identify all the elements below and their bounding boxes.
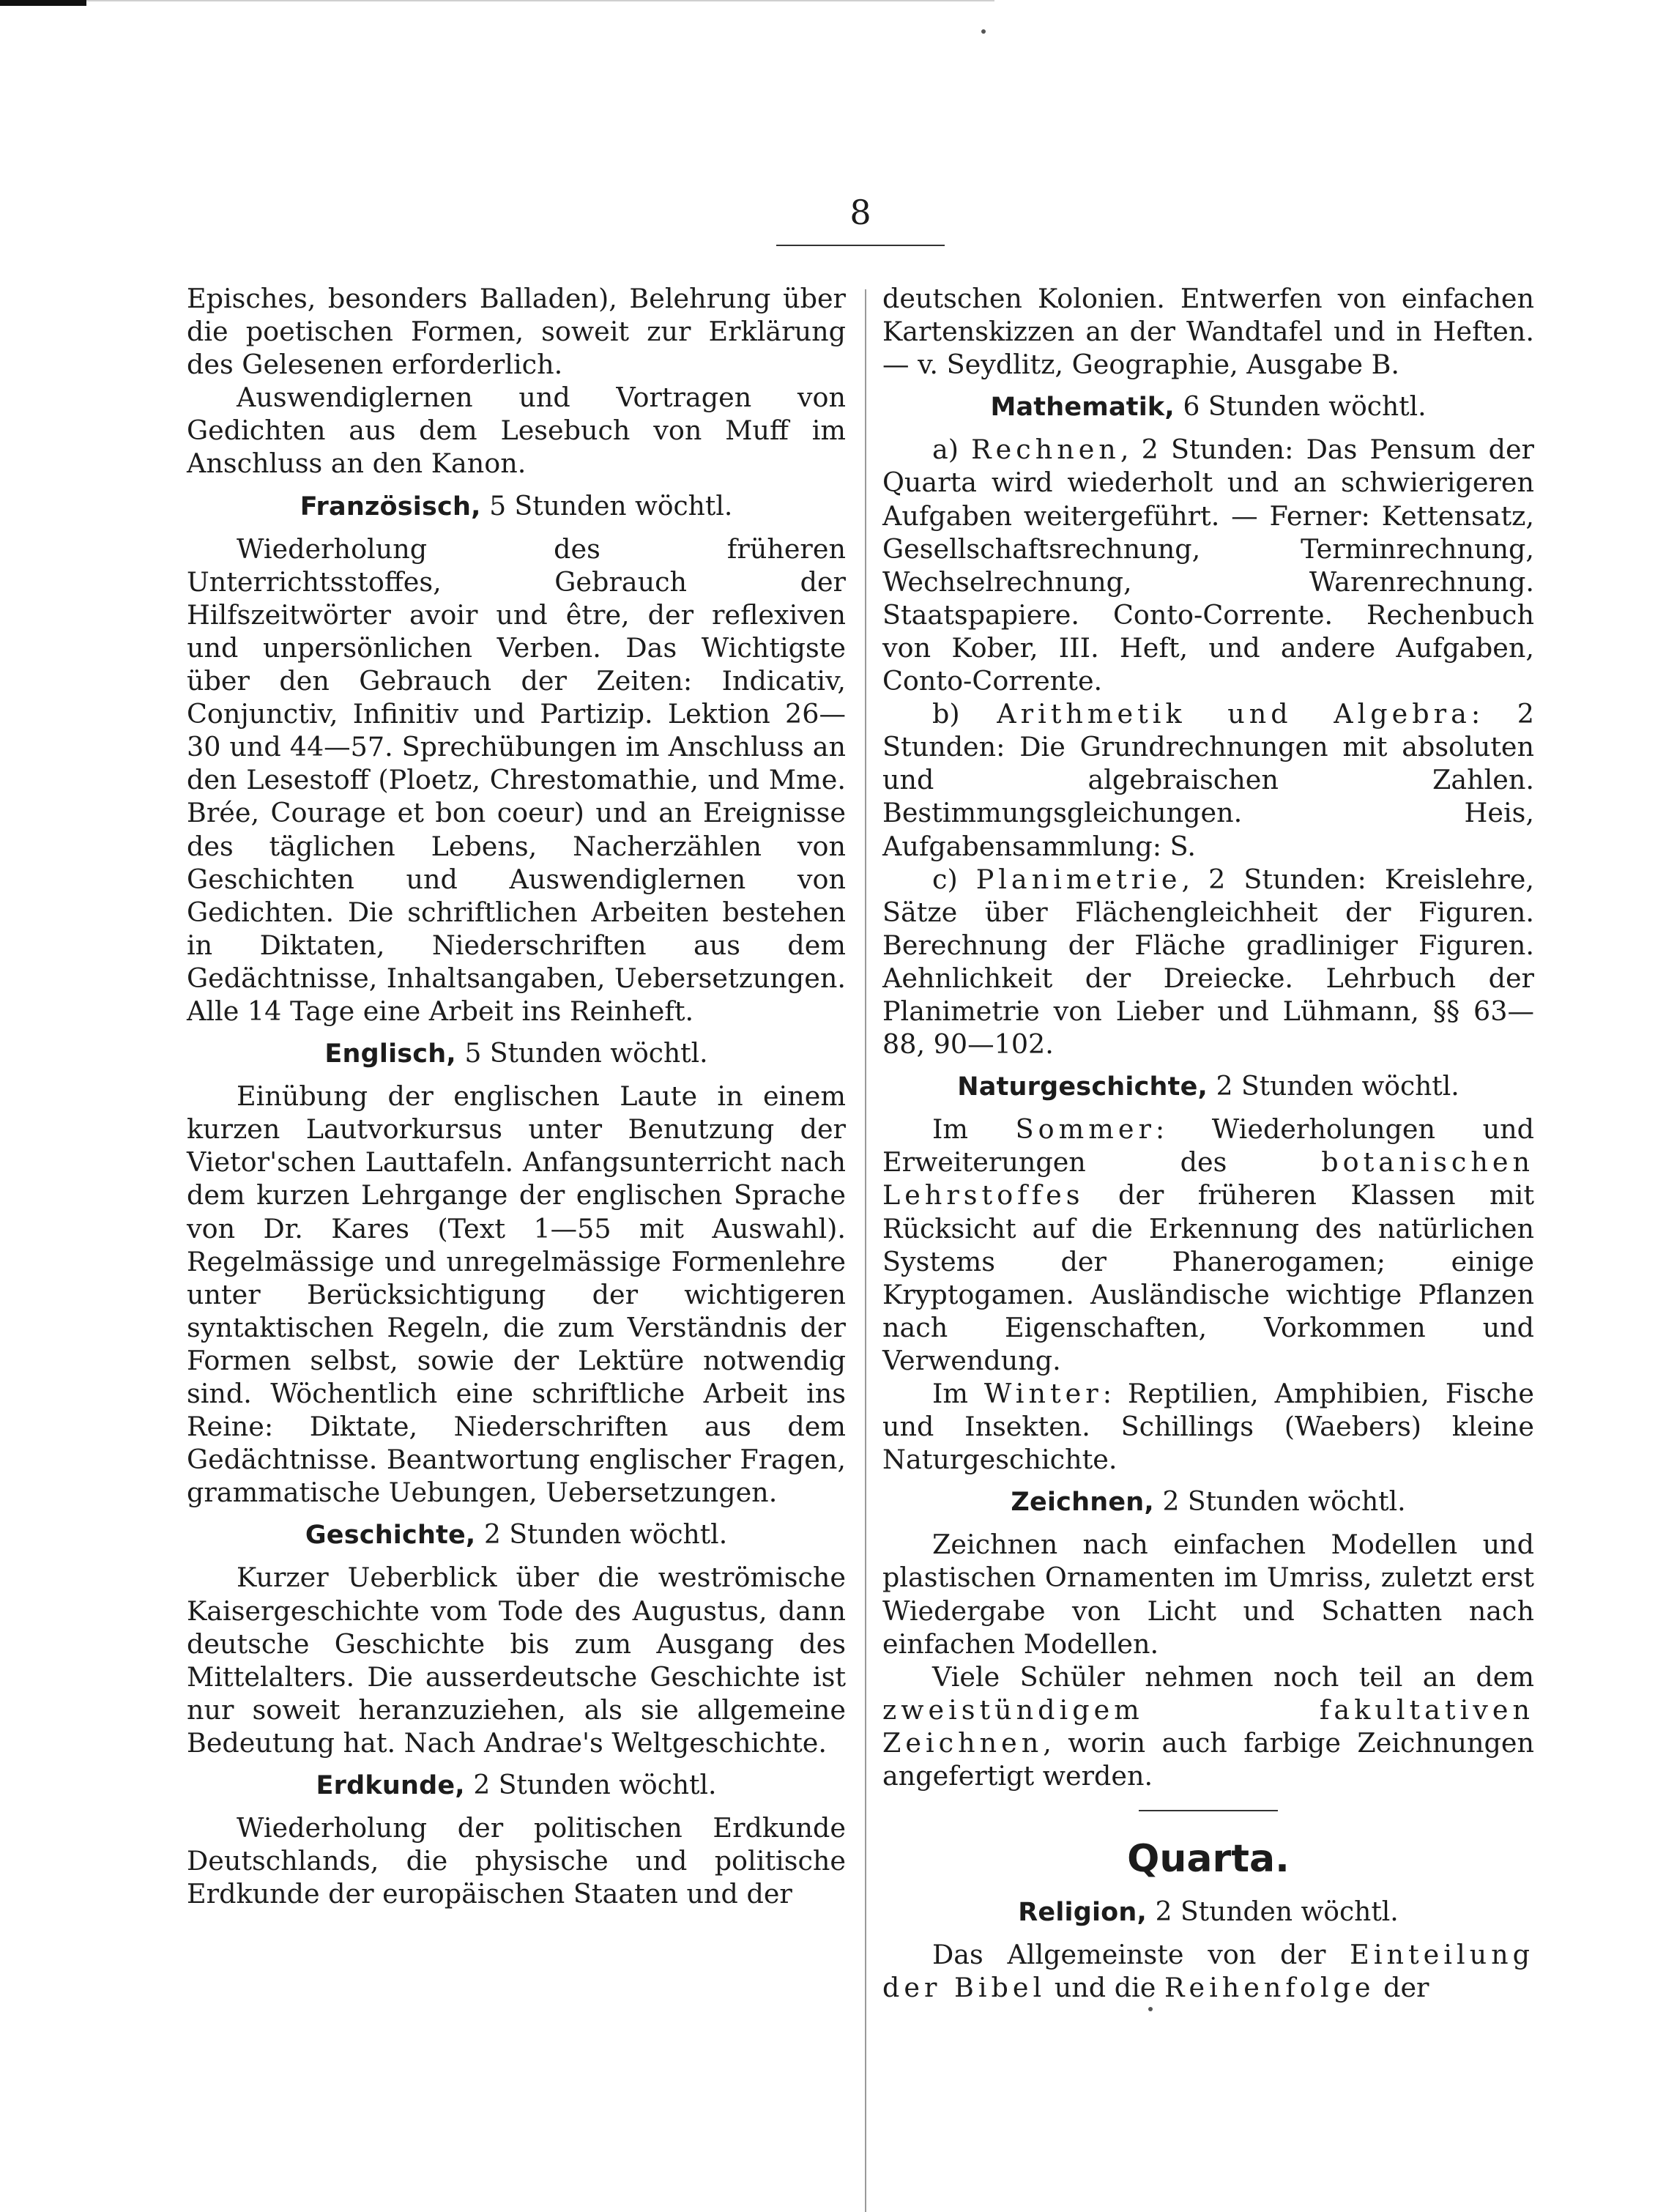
text-run: Einübung der englischen Laute in einem kurzen Lautvorkursus unter Benutzung der Vietor'schen Lauttafeln. Anfangsunterricht nach dem kurzen Lehrgange der englischen Sprache von Dr. Kares (Text 1—55 mit Auswahl). Regelmässige und unregelmässige Formenlehre unter Berücksichtigung der wichtigeren syntaktischen Regeln, die zum Verständnis der Formen selbst, sowie der Lektüre notwendig sind. Wöchentlich eine schriftliche Arbeit ins Reine: Diktate, Niederschriften aus dem Gedächtnisse. Beantwortung englischer Fragen, grammatische Uebungen, Uebersetzungen.	[187, 1080, 846, 1509]
column-divider	[865, 289, 866, 2212]
subject-title: Religion,	[1018, 1898, 1148, 1928]
subject-heading	[187, 1518, 846, 1552]
spaced-emphasis: Winter	[983, 1378, 1103, 1409]
paragraph	[187, 1080, 846, 1509]
paragraph	[187, 381, 846, 480]
subject-title: Mathematik,	[990, 393, 1175, 423]
subject-title: Zeichnen,	[1011, 1488, 1154, 1518]
subject-heading	[882, 390, 1534, 424]
subject-heading	[187, 1036, 846, 1071]
subject-title: Englisch,	[324, 1039, 456, 1069]
text-run: Im	[932, 1378, 984, 1409]
text-run: : Wiederholungen und Erweiterungen des	[882, 1113, 1534, 1179]
subject-hours: 5 Stunden wöchtl.	[489, 491, 733, 522]
text-run: Kurzer Ueberblick über die weströmische Kaisergeschichte vom Tode des Augustus, dann deutsche Geschichte bis zum Ausgang des Mittelalters. Die ausserdeutsche Geschichte ist nur soweit heranzuziehen, als sie allgemeine Bedeutung hat. Nach Andrae's Weltgeschichte.	[187, 1562, 846, 1759]
paragraph	[882, 1660, 1534, 1792]
subject-heading	[187, 489, 846, 524]
speck	[981, 29, 986, 34]
text-run: deutschen Kolonien. Entwerfen von einfachen Kartenskizzen an der Wandtafel und in Heften. — v. Seydlitz, Geographie, Ausgabe B.	[882, 283, 1534, 381]
text-run: a)	[932, 434, 972, 466]
text-run: , worin auch farbige Zeichnungen angefertigt werden.	[882, 1726, 1534, 1792]
text-run: b)	[932, 698, 997, 730]
scan-edge-mark	[0, 0, 86, 6]
left-column	[187, 282, 846, 1910]
paragraph	[882, 282, 1534, 381]
text-run: Wiederholung des früheren Unterrichtsstoffes, Gebrauch der Hilfszeitwörter avoir und être, der reflexiven und unpersönlichen Verben. Das Wichtigste über den Gebrauch der Zeiten: Indicativ, Conjunctiv, Infinitiv und Partizip. Lektion 26—30 und 44—57. Sprechübungen im Anschluss an den Lesestoff (Ploetz, Chrestomathie, und Mme. Brée, Courage et bon coeur) und an Ereignisse des täglichen Lebens, Nacherzählen von Geschichten und Auswendiglernen von Gedichten. Die schriftlichen Arbeiten bestehen in Diktaten, Niederschriften aus dem Gedächtnisse, Inhaltsangaben, Uebersetzungen. Alle 14 Tage eine Arbeit ins Reinheft.	[187, 532, 846, 1027]
speck	[1148, 2007, 1153, 2011]
text-run: c)	[932, 863, 976, 895]
subject-hours: 6 Stunden wöchtl.	[1183, 392, 1427, 423]
spaced-emphasis: Arithmetik und Algebra	[997, 698, 1471, 730]
subject-title: Französisch,	[300, 491, 481, 522]
text-run: : Reptilien, Amphibien, Fische und Insekten. Schillings (Waebers) kleine Naturgeschichte.	[882, 1378, 1534, 1476]
text-run: Wiederholung der politischen Erdkunde Deutschlands, die physische und politische Erdkunde der europäischen Staaten und der	[187, 1812, 846, 1910]
text-run: Episches, besonders Balladen), Belehrung über die poetischen Formen, soweit zur Erklärung des Gelesenen erforderlich.	[187, 283, 846, 381]
subject-hours: 2 Stunden wöchtl.	[484, 1520, 728, 1551]
text-run: Auswendiglernen und Vortragen von Gedichten aus dem Lesebuch von Muff im Anschluss an den Kanon.	[187, 382, 846, 480]
spaced-emphasis: Sommer	[1015, 1113, 1156, 1146]
text-run: Das Allgemeinste von der	[932, 1939, 1350, 1971]
text-run: : 2 Stunden: Die Grundrechnungen mit absoluten und algebraischen Zahlen. Bestimmungsgleichungen. Heis, Aufgabensammlung: S.	[882, 698, 1535, 862]
text-run: Im	[932, 1113, 1016, 1146]
paragraph	[187, 532, 846, 1028]
spaced-emphasis: Rechnen	[971, 434, 1120, 466]
paragraph	[882, 1938, 1534, 2004]
paragraph	[882, 863, 1534, 1061]
right-column	[882, 282, 1534, 2004]
spaced-emphasis: Einteilung der Bibel	[882, 1939, 1534, 2004]
spaced-emphasis: Planimetrie	[975, 863, 1182, 895]
subject-title: Erdkunde,	[316, 1771, 465, 1801]
subject-hours: 2 Stunden wöchtl.	[1216, 1072, 1459, 1102]
subject-heading	[882, 1485, 1534, 1519]
subject-heading	[187, 1768, 846, 1803]
paragraph	[187, 1811, 846, 1910]
subject-heading	[882, 1895, 1534, 1929]
paragraph	[882, 1377, 1534, 1476]
subject-hours: 2 Stunden wöchtl.	[473, 1770, 717, 1801]
section-title: Quarta.	[1127, 1837, 1290, 1882]
subject-title: Geschichte,	[305, 1521, 476, 1551]
paragraph	[882, 697, 1534, 862]
paragraph	[882, 1113, 1534, 1377]
paragraph	[882, 433, 1534, 697]
subject-hours: 5 Stunden wöchtl.	[464, 1039, 708, 1069]
paragraph	[187, 282, 846, 381]
text-run: der	[1375, 1972, 1429, 2004]
spaced-emphasis: Reihenfolge	[1164, 1972, 1375, 2004]
text-run: , 2 Stunden: Das Pensum der Quarta wird wiederholt und an schwierigeren Aufgaben weitergeführt. — Ferner: Kettensatz, Gesellschaftsrechnung, Terminrechnung, Wechselrechnung, Warenrechnung. Staatspapiere. Conto-Corrente. Rechenbuch von Kober, III. Heft, und andere Aufgaben, Conto-Corrente.	[882, 434, 1534, 697]
spaced-emphasis: botanischen Lehrstoffes	[882, 1146, 1534, 1211]
text-run: Zeichnen nach einfachen Modellen und plastischen Ornamenten im Umriss, zuletzt erst Wiedergabe von Licht und Schatten nach einfachen Modellen.	[882, 1529, 1534, 1660]
text-run: , 2 Stunden: Kreislehre, Sätze über Flächengleichheit der Figuren. Berechnung der Fläche gradliniger Figuren. Aehnlichkeit der Dreiecke. Lehrbuch der Planimetrie von Lieber und Lühmann, §§ 63—88, 90—102.	[882, 863, 1534, 1061]
scan-edge-line	[86, 0, 994, 1]
page-number: 8	[849, 193, 871, 232]
subject-title: Naturgeschichte,	[957, 1072, 1208, 1102]
text-run: Viele Schüler nehmen noch teil an dem	[932, 1660, 1534, 1693]
text-run: der früheren Klassen mit Rücksicht auf die Erkennung des natürlichen Systems der Phanerogamen; einige Kryptogamen. Ausländische wichtige Pflanzen nach Eigenschaften, Vorkommen und Verwendung.	[882, 1179, 1534, 1376]
paragraph	[882, 1528, 1534, 1660]
subject-hours: 2 Stunden wöchtl.	[1162, 1487, 1406, 1518]
spaced-emphasis: zweistündigem fakultativen Zeichnen	[882, 1693, 1534, 1759]
text-run: und die	[1046, 1972, 1164, 2004]
page-number-rule	[776, 245, 945, 246]
paragraph	[187, 1561, 846, 1759]
subject-hours: 2 Stunden wöchtl.	[1155, 1897, 1399, 1928]
subject-heading	[882, 1069, 1534, 1104]
section-divider	[1139, 1810, 1278, 1811]
